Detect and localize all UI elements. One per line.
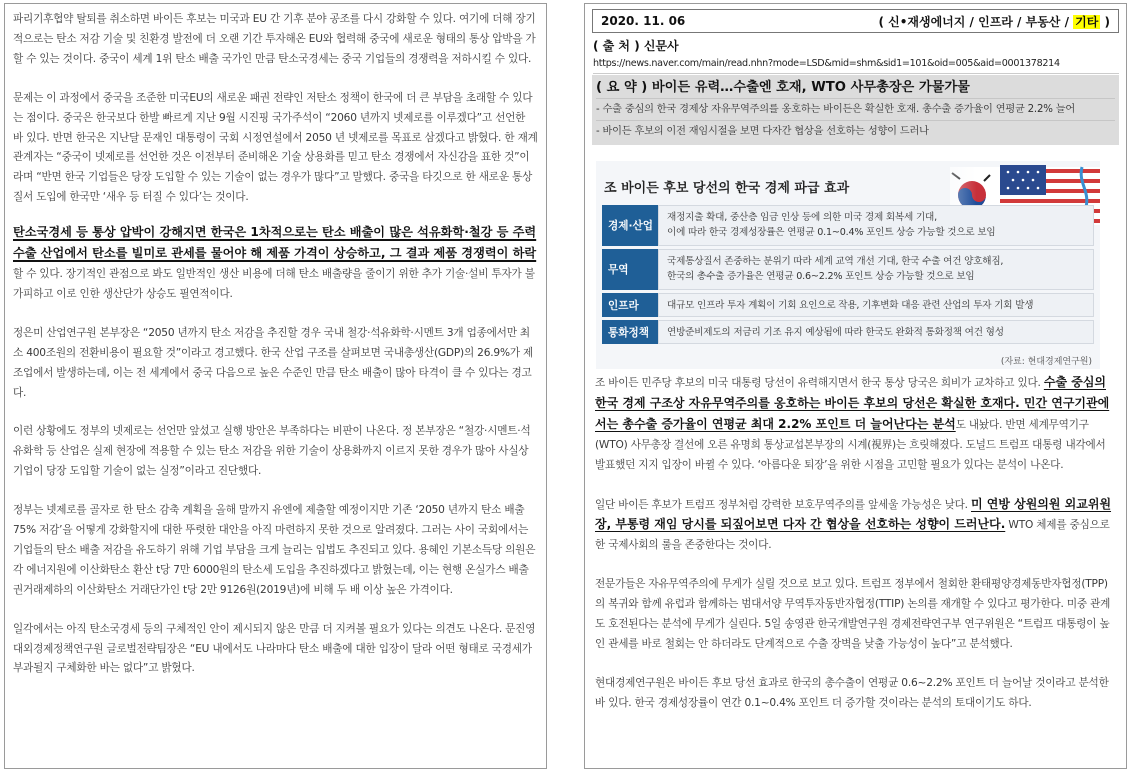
article-highlight-1: 수출 중심의 한국 경제 구조상 자유무역주의를 옹호하는 바이든 후보의 당선은 확실한 호재다. 민간 연구기관에서는 총수출 증가율이 연평균 최대 2.2% 포인트 더 늘어난다는 분석: [595, 375, 1110, 431]
summary-line-2: - 바이든 후보의 이전 재임시절을 보면 다자간 협상을 선호하는 성향이 드러나: [596, 120, 1115, 142]
summary-line-1: - 수출 중심의 한국 경제상 자유무역주의를 옹호하는 바이든은 확실한 호재. 총수출 증가율이 연평균 2.2% 늘어: [596, 98, 1115, 120]
figure-row-desc: 연방준비제도의 저금리 기조 유지 예상됨에 따라 한국도 완화적 통화정책 여건 형성: [658, 320, 1094, 344]
figure-row: [602, 205, 1094, 246]
date-label: 2020. 11. 06: [601, 14, 686, 28]
figure-source: (자료: 현대경제연구원): [1000, 357, 1092, 367]
article-paragraph-2: 일단 바이든 후보가 트럼프 정부처럼 강력한 보호무역주의를 앞세울 가능성은 낮다. 미 연방 상원의원 외교위원장, 부통령 재임 당시를 되짚어보면 다자 간 협상을 선호하는 성향이 드러난다. WTO 체제를 중심으로 한 국제사회의 룰을 존중한다는 것이다.: [595, 496, 1112, 552]
impact-figure: [596, 161, 1100, 369]
paragraph-7: 일각에서는 아직 탄소국경세 등의 구체적인 안이 제시되지 않은 만큼 더 지켜볼 필요가 있다는 의견도 나온다. 문진영 대외경제정책연구원 글로벌전략팀장은 “EU 내에서도 나라마다 탄소 배출에 대한 입장이 달라 어떤 형태로 국경세가 부과될지 구체화한 바는 없다”고 밝혔다.: [13, 622, 536, 675]
figure-row-category: 통화정책: [602, 320, 658, 344]
category-highlight: 기타: [1075, 14, 1099, 29]
category-label: ( 신•재생에너지 / 인프라 / 부동산 / 기타 ): [878, 14, 1110, 29]
summary-title: ( 요 약 ) 바이든 유력…수출엔 호재, WTO 사무총장은 가물가물: [596, 80, 970, 95]
figure-row-category: 인프라: [602, 293, 658, 317]
figure-row-category: 경제·산업: [602, 205, 658, 246]
figure-row: [602, 320, 1094, 344]
source-label: ( 출 처 ) 신문사: [593, 39, 679, 53]
paragraph-3: [13, 223, 538, 305]
paragraph-2: 문제는 이 과정에서 중국을 조준한 미국EU의 새로운 패권 전략인 저탄소 정책이 한국에 더 큰 부담을 초래할 수 있다는 점이다. 중국은 한국보다 한발 빠르게 지난 9월 시진핑 국가주석이 “2060 년까지 넷제로를 이루겠다”고 선언한 바 있다. 반면 한국은 지난달 문재인 대통령이 국회 시정연설에서 2050 년 넷제로를 목표로 삼겠다고 밝혔다. 한 재계 관계자는 “중국이 넷제로를 선언한 것은 이전부터 준비해온 기술 상용화를 믿고 탄소 경쟁에서 자신감을 표한 것”이라며 “반면 한국 기업들은 당장 도입할 수 있는 기술이 없는 경우가 많다”고 말했다. 중국을 타깃으로 한 새로운 통상 질서 도입에 한국만 ‘새우 등 터질 수 있다’는 것이다.: [13, 91, 538, 204]
source-url[interactable]: https://news.naver.com/main/read.nhn?mode=LSD&mid=shm&sid1=101&oid=005&aid=0001378214: [593, 55, 1119, 74]
paragraph-5: 이런 상황에도 정부의 넷제로는 선언만 앞섰고 실행 방안은 부족하다는 비판이 나온다. 정 본부장은 “철강·시멘트·석유화학 등 산업은 실제 현장에 적용할 수 있는 탄소 저감을 위한 기술이 상용화까지 이르지 못한 경우가 많아 사실상 기업이 당장 도입할 기술이 없는 실정”이라고 진단했다.: [13, 425, 531, 478]
figure-row: [602, 293, 1094, 317]
summary-box: [592, 75, 1119, 145]
article-paragraph-4: 현대경제연구원은 바이든 후보 당선 효과로 한국의 총수출이 연평균 0.6~2.2% 포인트 더 늘어날 것이라고 분석한 바 있다. 한국 경제성장률이 연간 0.1~0.4% 포인트 더 증가할 것이라는 분석의 토대이기도 하다.: [595, 676, 1109, 709]
figure-table: [602, 205, 1094, 347]
article-body: [592, 369, 1119, 714]
left-document-page: [4, 3, 547, 769]
highlighted-sentence: 탄소국경세 등 통상 압박이 강해지면 한국은 1차적으로는 탄소 배출이 많은 석유화학·철강 등 주력 수출 산업에서 탄소를 빌미로 관세를 물어야 해 제품 가격이 상승하고, 그 결과 제품 경쟁력이 하락: [13, 225, 537, 261]
right-document-page: [584, 3, 1127, 769]
paragraph-4: 정은미 산업연구원 본부장은 “2050 년까지 탄소 저감을 추진할 경우 국내 철강·석유화학·시멘트 3개 업종에서만 최소 400조원의 전환비용이 필요할 것”이라고 경고했다. 한국 산업 구조를 살펴보면 국내총생산(GDP)의 26.9%가 제조업에서 발생하는데, 이는 전 세계에서 중국 다음으로 높은 수준인 만큼 탄소 배출이 많아 타격이 클 수 있다는 경고다.: [13, 326, 534, 399]
figure-title: 조 바이든 후보 당선의 한국 경제 파급 효과: [604, 181, 850, 196]
paragraph-3-rest: 할 수 있다. 장기적인 관점으로 봐도 일반적인 생산 비용에 더해 탄소 배출량을 줄이기 위한 추가 기술·설비 투자가 불가피하고 이로 인한 생산단가 상승도 필연적이다.: [13, 267, 535, 300]
figure-row-category: 무역: [602, 249, 658, 290]
paragraph-6: 정부는 넷제로를 골자로 한 탄소 감축 계획을 올해 말까지 유엔에 제출할 예정이지만 기존 ‘2050 년까지 탄소 배출 75% 저감’을 어떻게 강화할지에 대한 뚜렷한 대안을 아직 마련하지 못한 것으로 알려졌다. 그러는 사이 국회에서는 기업들의 탄소 배출 저감을 유도하기 위해 기업 부담을 크게 늘리는 입법도 추진되고 있다. 용혜인 기본소득당 의원은 각 에너지원에 이산화탄소 환산 t당 7만 6000원의 탄소세 도입을 추진하겠다고 밝혔는데, 이는 현행 온실가스 배출권거래제하의 이산화탄소 거래단가인 t당 2만 9126원(2019년)에 비해 두 배 이상 높은 가격이다.: [13, 504, 536, 596]
article-paragraph-3: 전문가들은 자유무역주의에 무게가 실릴 것으로 보고 있다. 트럼프 정부에서 철회한 환태평양경제동반자협정(TPP)의 복귀와 함께 유럽과 함께하는 범대서양 무역투자동반자협정(TTIP) 논의를 재개할 수 있다고 평가한다. 미중 관계도 호전된다는 분석에 무게가 실린다. 5일 송영관 한국개발연구원 경제전략연구부 연구위원은 “트럼프 대통령이 높인 관세를 바로 철회는 안 하더라도 단계적으로 수출 장벽을 낮출 가능성이 높다”고 분석했다.: [595, 578, 1111, 650]
figure-row-desc: 국제통상질서 존중하는 분위기 따라 세계 교역 개선 기대, 한국 수출 여건 양호해짐, 한국의 총수출 증가율은 연평균 0.6~2.2% 포인트 상승 가능할 것으로 보임: [658, 249, 1094, 290]
header-row: [592, 9, 1119, 33]
paragraph-1: 파리기후협약 탈퇴를 취소하면 바이든 후보는 미국과 EU 간 기후 분야 공조를 다시 강화할 수 있다. 여기에 더해 장기적으로는 탄소 저감 기술 및 친환경 발전에 더 오랜 기간 투자해온 EU와 협력해 중국에 새로운 형태의 통상 압박을 가할 수 있는 것이다. 중국이 세계 1위 탄소 배출 국가인 만큼 탄소국경세는 중국 기업들의 경쟁력을 저하시킬 수 있다.: [13, 13, 536, 65]
figure-row-desc: 대규모 인프라 투자 계획이 기회 요인으로 작용, 기후변화 대응 관련 산업의 투자 기회 발생: [658, 293, 1094, 317]
figure-row-desc: 재정지출 확대, 중산층 임금 인상 등에 의한 미국 경제 회복세 기대, 이에 따라 한국 경제성장률은 연평균 0.1~0.4% 포인트 상승 가능할 것으로 보임: [658, 205, 1094, 246]
article-paragraph-1: 조 바이든 민주당 후보의 미국 대통령 당선이 유력해지면서 한국 통상 당국은 희비가 교차하고 있다. 수출 중심의 한국 경제 구조상 자유무역주의를 옹호하는 바이든 후보의 당선은 확실한 호재다. 민간 연구기관에서는 총수출 증가율이 연평균 최대 2.2% 포인트 더 늘어난다는 분석도 내놨다. 반면 세계무역기구(WTO) 사무총장 결선에 오른 유명희 통상교섭본부장의 시계(視界)는 흐릿해졌다. 도널드 트럼프 대통령 내각에서 발표했던 지지 입장이 바뀔 수 있다. ‘아름다운 퇴장’을 위한 시점을 고민할 필요가 있다는 분석이 나온다.: [595, 375, 1110, 471]
figure-row: [602, 249, 1094, 290]
article-highlight-2: 미 연방 상원의원 외교위원장, 부통령 재임 당시를 되짚어보면 다자 간 협상을 선호하는 성향이 드러난다.: [595, 496, 1112, 532]
